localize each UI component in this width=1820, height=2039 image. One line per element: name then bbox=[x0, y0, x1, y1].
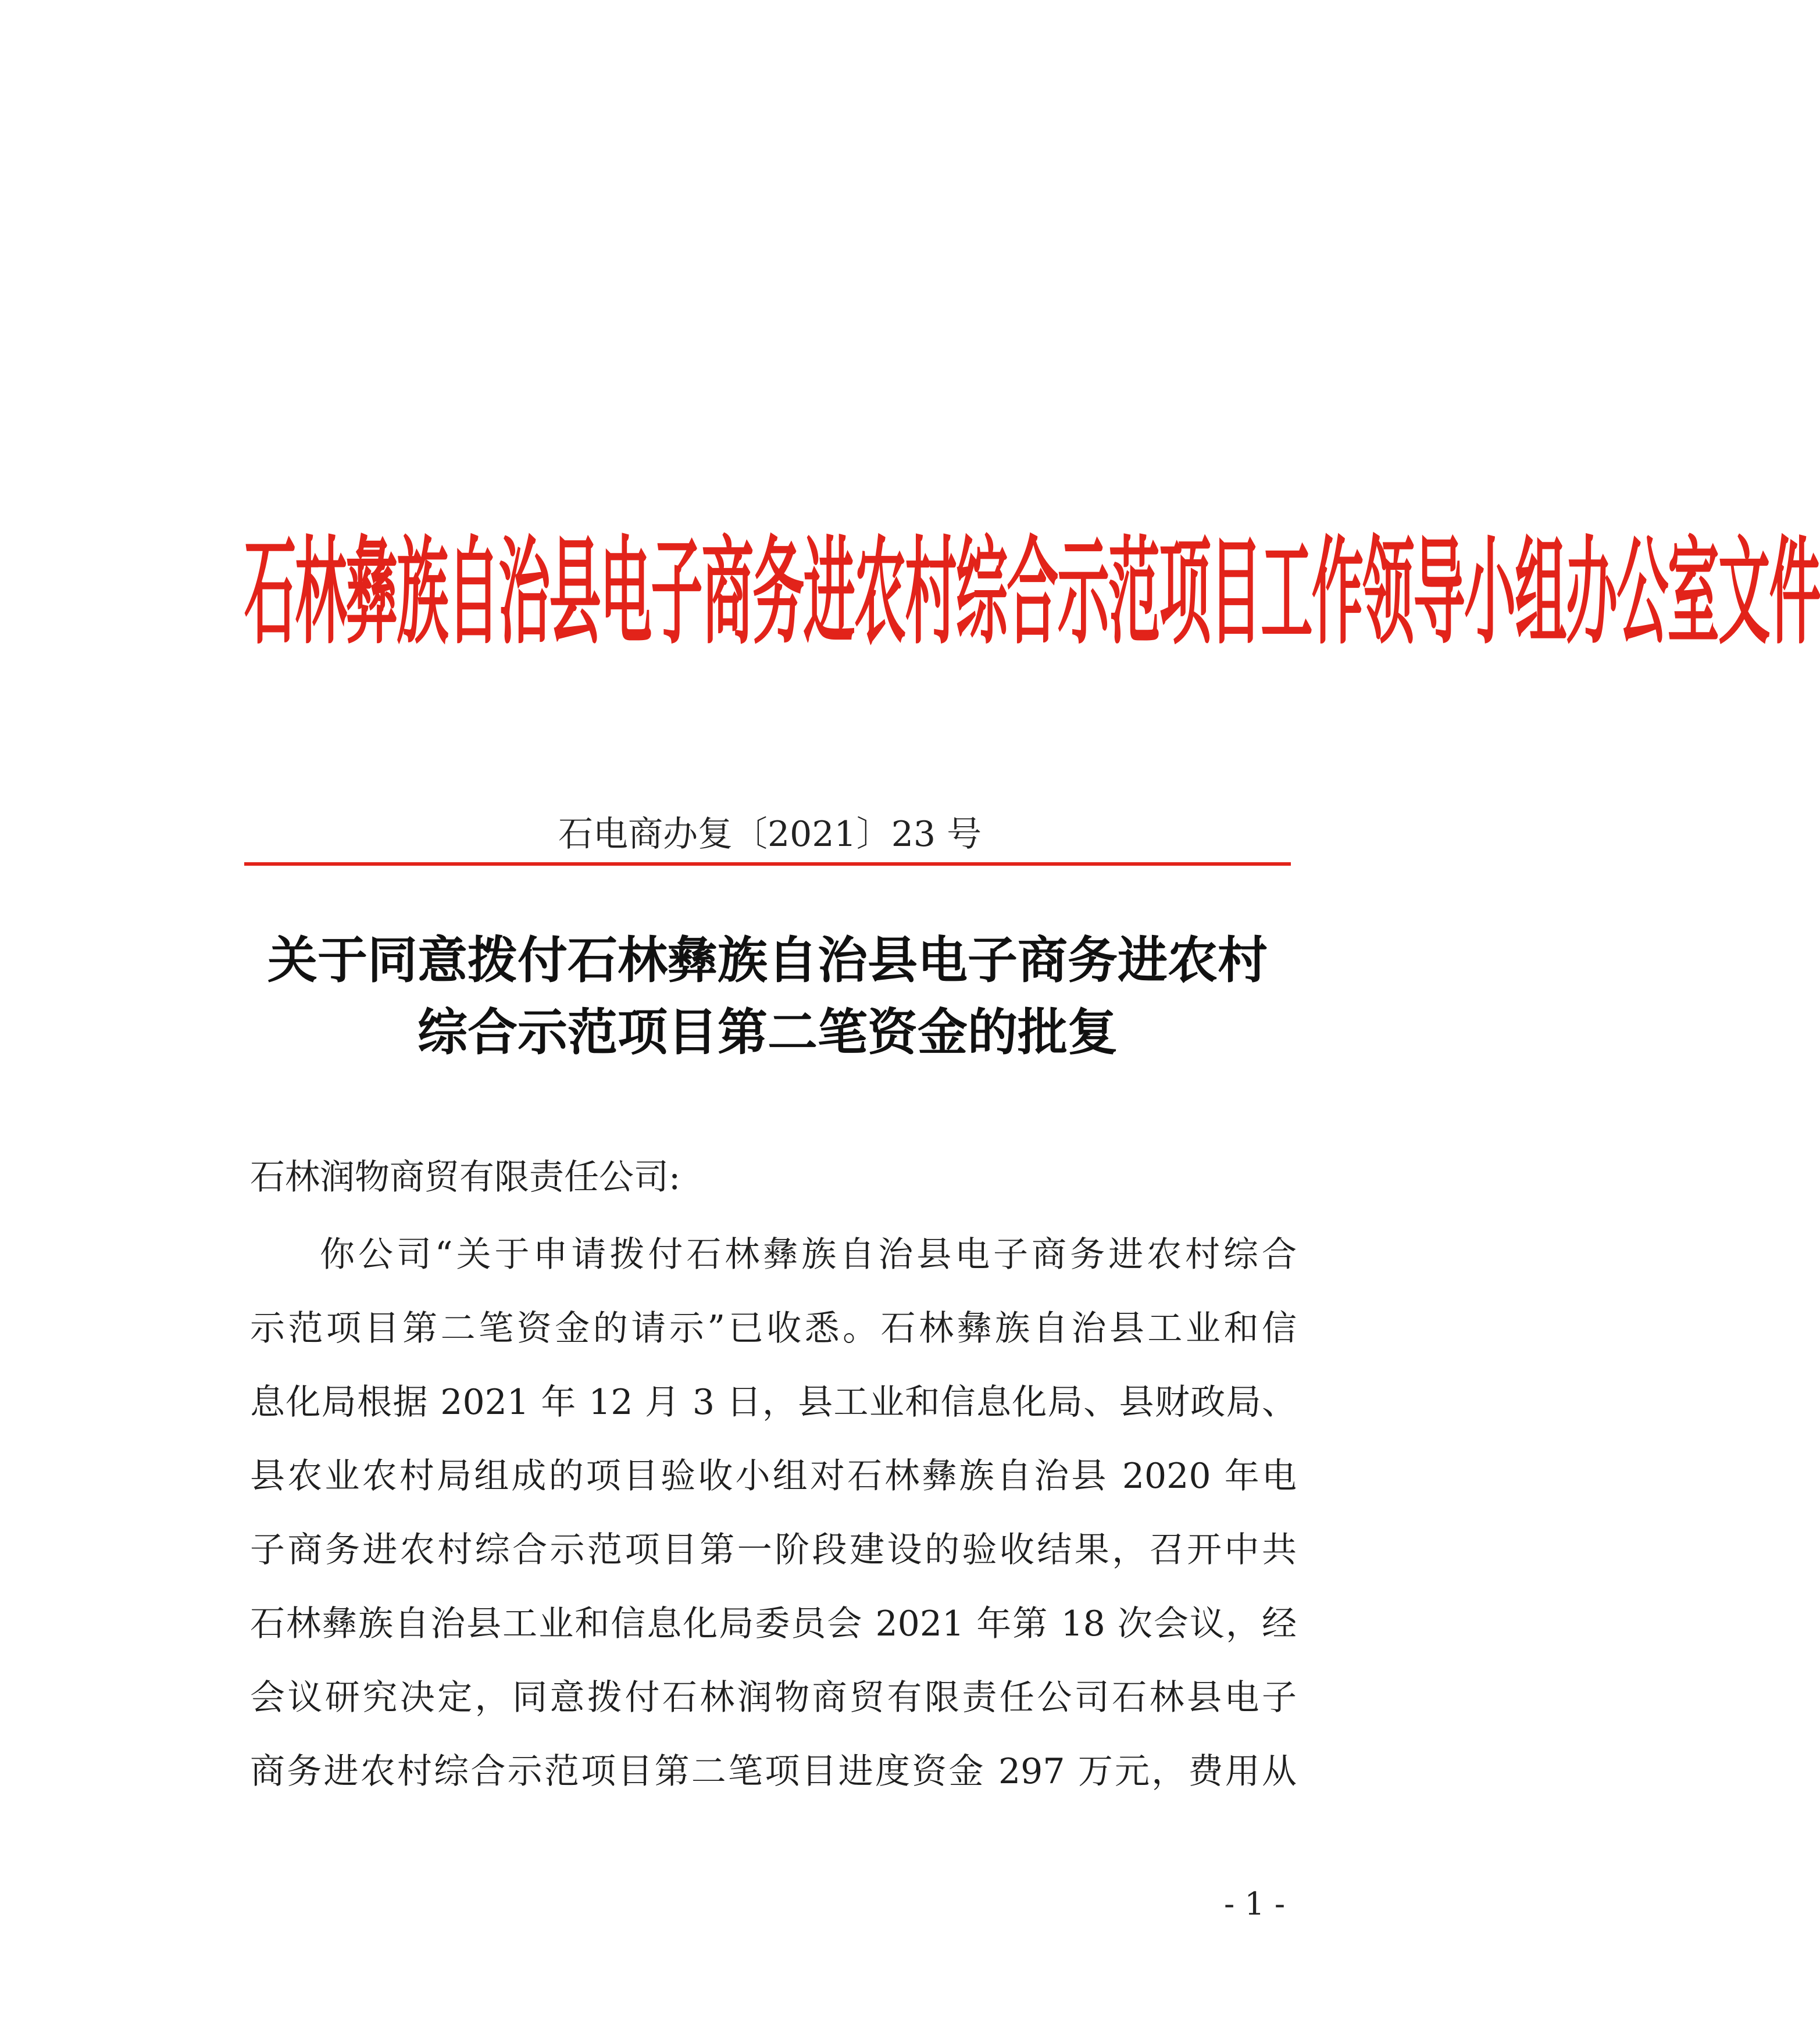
document-title-line-2: 综合示范项目第二笔资金的批复 bbox=[417, 1003, 1118, 1062]
body-line-6: 石林彝族自治县工业和信息化局委员会 2021 年第 18 次会议，经 bbox=[250, 1604, 1297, 1644]
red-divider-line bbox=[244, 862, 1291, 866]
document-title-line-1: 关于同意拨付石林彝族自治县电子商务进农村 bbox=[267, 931, 1268, 990]
body-line-4: 县农业农村局组成的项目验收小组对石林彝族自治县 2020 年电 bbox=[250, 1456, 1297, 1497]
body-line-1: 你公司“关于申请拨付石林彝族自治县电子商务进农村综合 bbox=[320, 1234, 1297, 1275]
document-title bbox=[244, 924, 1291, 1069]
body-paragraph bbox=[250, 1218, 1297, 1809]
document-number: 石电商办复〔2021〕23 号 bbox=[558, 814, 982, 855]
page-number: - 1 - bbox=[1224, 1886, 1286, 1922]
issuing-office-header: 石林彝族自治县电子商务进农村综合示范项目工作领导小组办公室文件 bbox=[244, 525, 1820, 660]
body-line-5: 子商务进农村综合示范项目第一阶段建设的验收结果，召开中共 bbox=[250, 1530, 1297, 1570]
body-line-7: 会议研究决定，同意拨付石林润物商贸有限责任公司石林县电子 bbox=[250, 1677, 1297, 1718]
body-line-8: 商务进农村综合示范项目第二笔项目进度资金 297 万元，费用从 bbox=[250, 1751, 1297, 1792]
body-line-3: 息化局根据 2021 年 12 月 3 日，县工业和信息化局、县财政局、 bbox=[250, 1382, 1297, 1423]
addressee: 石林润物商贸有限责任公司: bbox=[250, 1157, 681, 1198]
body-line-2: 示范项目第二笔资金的请示”已收悉。石林彝族自治县工业和信 bbox=[250, 1308, 1297, 1349]
